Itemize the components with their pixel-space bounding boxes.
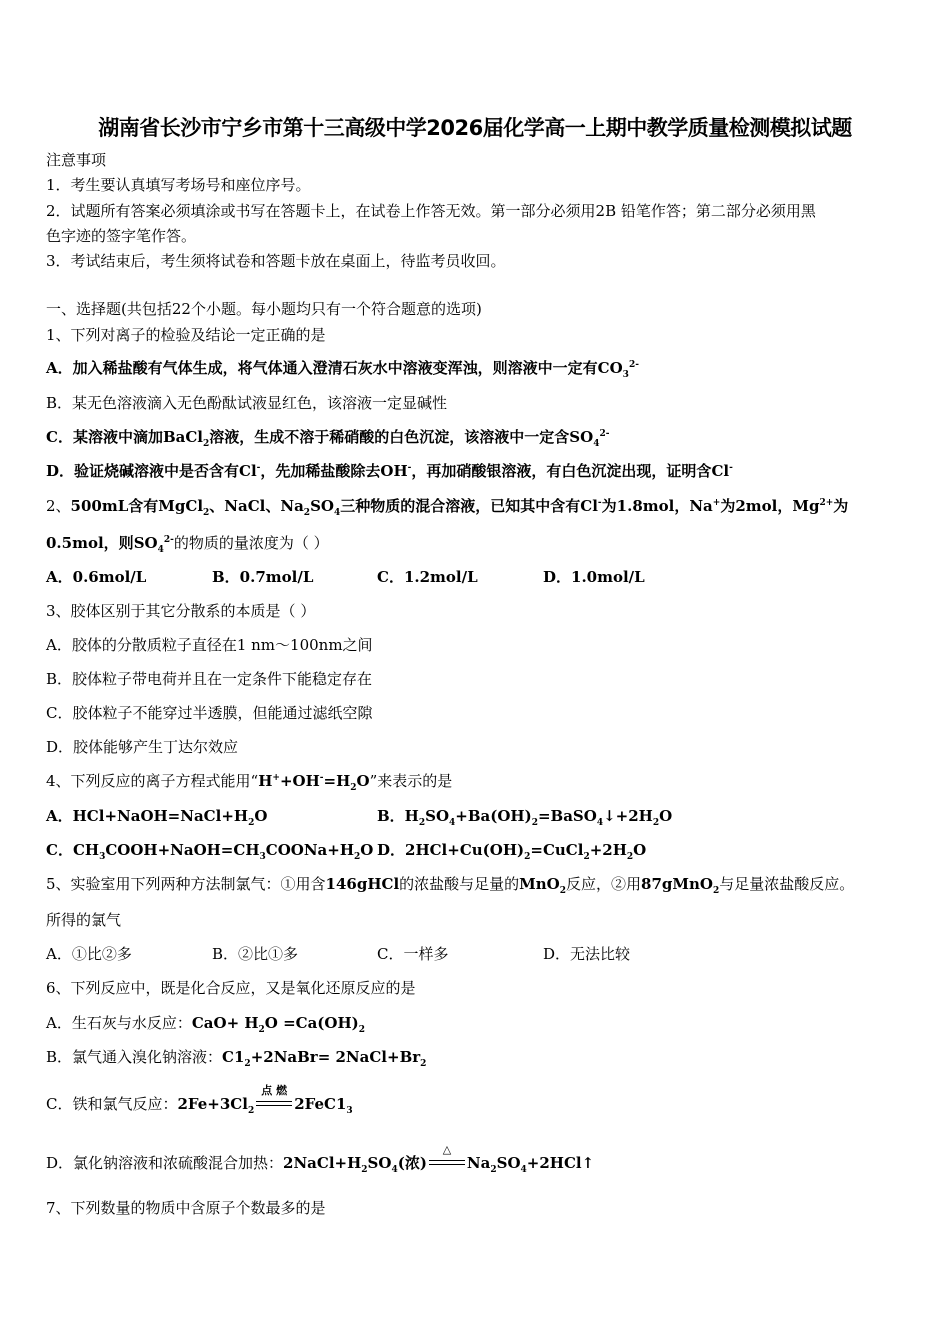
q2-option-d: D．1.0mol/L — [543, 568, 645, 586]
page-title: 湖南省长沙市宁乡市第十三高级中学2026届化学高一上期中教学质量检测模拟试题 — [98, 116, 852, 140]
q5-option-b: B．②比①多 — [212, 945, 299, 963]
q1-option-a-ion: $CO_3^{2-}$ — [597, 359, 639, 380]
q6-stem: 6、下列反应中，既是化合反应，又是氧化还原反应的是 — [46, 979, 416, 997]
q5-option-d: D．无法比较 — [543, 945, 631, 963]
heat-condition-sign: △ — [427, 1152, 467, 1172]
q1-option-d: D．验证烧碱溶液中是否含有Cl-，先加稀盐酸除去OH-，再加硝酸银溶液，有白色沉淀出现，证明含Cl- — [46, 462, 733, 480]
q4-stem: 4、下列反应的离子方程式能用“$H^++OH^-=H_2O$”来表示的是 — [46, 772, 453, 793]
notice-item-3: 3．考试结束后，考生须将试卷和答题卡放在桌面上，待监考员收回。 — [46, 252, 506, 270]
q5-option-c: C．一样多 — [377, 945, 449, 963]
notice-heading: 注意事项 — [46, 151, 107, 169]
q2-option-b: B．0.7mol/L — [212, 568, 314, 586]
notice-item-2-cont: 色字迹的签字笔作答。 — [46, 227, 197, 245]
q4-option-a: A．$HCl+NaOH=NaCl+H_2O$ — [46, 807, 268, 828]
q1-stem: 1、下列对离子的检验及结论一定正确的是 — [46, 326, 326, 344]
q6-option-d: D．氯化钠溶液和浓硫酸混合加热：$2NaCl+H_2SO_4$(浓) △ $Na_2SO_4+2HCl↑$ — [46, 1143, 595, 1175]
q6-option-b: B．氯气通入溴化钠溶液：$C1_2+2NaBr=$ $2NaCl+Br_2$ — [46, 1048, 427, 1069]
q5-option-a: A．①比②多 — [46, 945, 132, 963]
q3-stem: 3、胶体区别于其它分散系的本质是（ ） — [46, 602, 316, 620]
q5-stem-line1: 5、实验室用下列两种方法制氯气：①用含146gHCl的浓盐酸与足量的MnO$_2$反应，②用87gMnO$_2$与足量浓盐酸反应。 — [46, 875, 855, 896]
q2-stem-line2: 0.5mol，则$SO_4^{2-}$的物质的量浓度为（ ） — [46, 534, 329, 555]
notice-item-1: 1．考生要认真填写考场号和座位序号。 — [46, 176, 311, 194]
q4-option-d: D．$2HCl+Cu(OH)_2=CuCl_2+2H_2O$ — [377, 841, 647, 862]
q3-option-d: D．胶体能够产生丁达尔效应 — [46, 738, 239, 756]
q1-option-a — [46, 358, 639, 378]
section-heading: 一、选择题(共包括22个小题。每小题均只有一个符合题意的选项) — [46, 300, 482, 318]
q7-stem: 7、下列数量的物质中含原子个数最多的是 — [46, 1199, 326, 1217]
q6-option-c: C．铁和氯气反应：$2Fe+3Cl_2$ 点 燃 $2FeC1_3$ — [46, 1084, 353, 1116]
q2-option-a: A．0.6mol/L — [46, 568, 147, 586]
ignite-condition-sign: 点 燃 — [254, 1093, 294, 1113]
q5-stem-line2: 所得的氯气 — [46, 911, 122, 929]
q1-option-b: B．某无色溶液滴入无色酚酞试液显红色，该溶液一定显碱性 — [46, 394, 448, 412]
notice-item-2: 2．试题所有答案必须填涂或书写在答题卡上，在试卷上作答无效。第一部分必须用2B 铅笔作答；第二部分必须用黑 — [46, 202, 816, 220]
q4-option-b: B．$H_2SO_4+Ba(OH)_2=BaSO_4↓+2H_2O$ — [377, 807, 673, 828]
q3-option-a: A．胶体的分散质粒子直径在1 nm～100nm之间 — [46, 636, 373, 654]
q1-option-a-text: A．加入稀盐酸有气体生成，将气体通入澄清石灰水中溶液变浑浊，则溶液中一定有 — [46, 359, 598, 377]
q4-option-c: C．$CH_3COOH+NaOH=CH_3COONa+H_2O$ — [46, 841, 374, 862]
q6-option-a: A．生石灰与水反应：$CaO+ H_2O =Ca(OH)_2$ — [46, 1014, 366, 1035]
q2-stem-line1: 2、500mL含有MgCl$_2$、NaCl、$Na_2SO_4$三种物质的混合溶液，已知其中含有Cl-为1.8mol，Na+为2mol，$Mg^{2+}$为 — [46, 497, 849, 518]
q2-option-c: C．1.2mol/L — [377, 568, 478, 586]
q1-option-c: C．某溶液中滴加BaCl$_2$溶液，生成不溶于稀硝酸的白色沉淀，该溶液中一定含$SO_4^{2-}$ — [46, 428, 610, 449]
q3-option-b: B．胶体粒子带电荷并且在一定条件下能稳定存在 — [46, 670, 373, 688]
q3-option-c: C．胶体粒子不能穿过半透膜，但能通过滤纸空隙 — [46, 704, 373, 722]
